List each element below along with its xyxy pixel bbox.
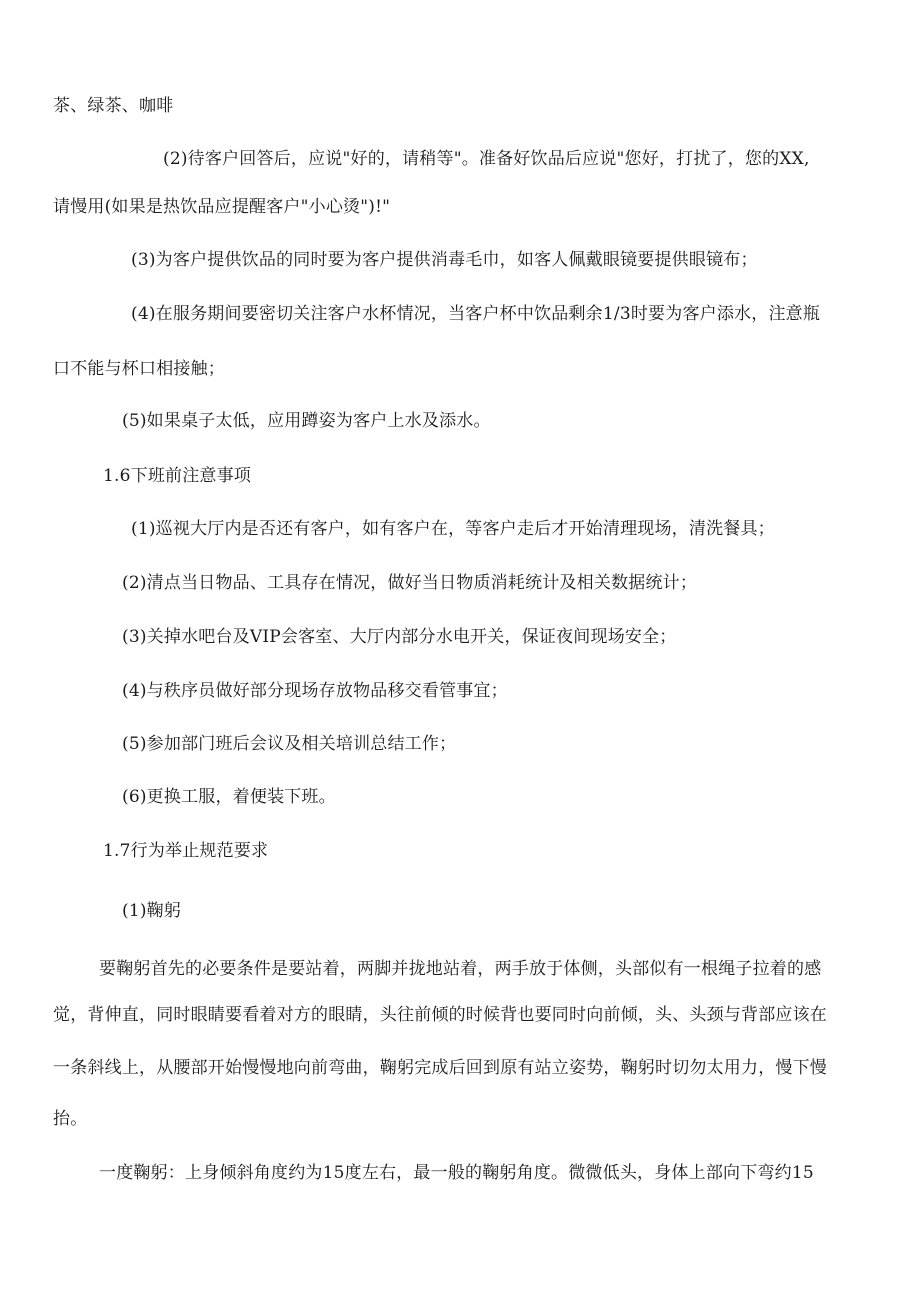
text-line: 抬。	[53, 1109, 88, 1129]
text-line: 一度鞠躬：上身倾斜角度约为15度左右，最一般的鞠躬角度。微微低头，身体上部向下弯约15	[99, 1163, 814, 1183]
text-line: (4)与秩序员做好部分现场存放物品移交看管事宜；	[122, 681, 508, 701]
text-line: 一条斜线上，从腰部开始慢慢地向前弯曲，鞠躬完成后回到原有站立姿势，鞠躬时切勿太用力，慢下慢	[53, 1058, 827, 1078]
text-line: 茶、绿茶、咖啡	[53, 96, 174, 116]
subsection-heading: (1)鞠躬	[122, 901, 182, 921]
text-line: 口不能与杯口相接触；	[53, 359, 225, 379]
section-heading: 1.6下班前注意事项	[103, 466, 252, 486]
text-line: 要鞠躬首先的必要条件是要站着，两脚并拢地站着，两手放于体侧，头部似有一根绳子拉着的感	[99, 959, 822, 979]
text-line: (3)关掉水吧台及VIP会客室、大厅内部分水电开关，保证夜间现场安全；	[122, 627, 677, 647]
text-line: (1)巡视大厅内是否还有客户，如有客户在，等客户走后才开始清理现场，清洗餐具；	[131, 519, 775, 539]
text-line: (6)更换工服，着便装下班。	[122, 787, 336, 807]
text-line: (4)在服务期间要密切关注客户水杯情况，当客户杯中饮品剩余1/3时要为客户添水，注意瓶	[131, 304, 821, 324]
text-line: (5)参加部门班后会议及相关培训总结工作；	[122, 734, 457, 754]
text-line: (2)待客户回答后，应说"好的，请稍等"。准备好饮品后应说"您好，打扰了，您的XX,	[163, 149, 810, 169]
text-line: 请慢用(如果是热饮品应提醒客户"小心烫")!"	[53, 197, 391, 217]
text-line: (5)如果桌子太低，应用蹲姿为客户上水及添水。	[122, 411, 491, 431]
text-line: (2)清点当日物品、工具存在情况，做好当日物质消耗统计及相关数据统计；	[122, 573, 698, 593]
text-line: (3)为客户提供饮品的同时要为客户提供消毒毛巾，如客人佩戴眼镜要提供眼镜布；	[131, 250, 758, 270]
section-heading: 1.7行为举止规范要求	[103, 841, 269, 861]
text-line: 觉，背伸直，同时眼睛要看着对方的眼睛，头往前倾的时候背也要同时向前倾，头、头颈与背部应该在	[53, 1005, 827, 1025]
